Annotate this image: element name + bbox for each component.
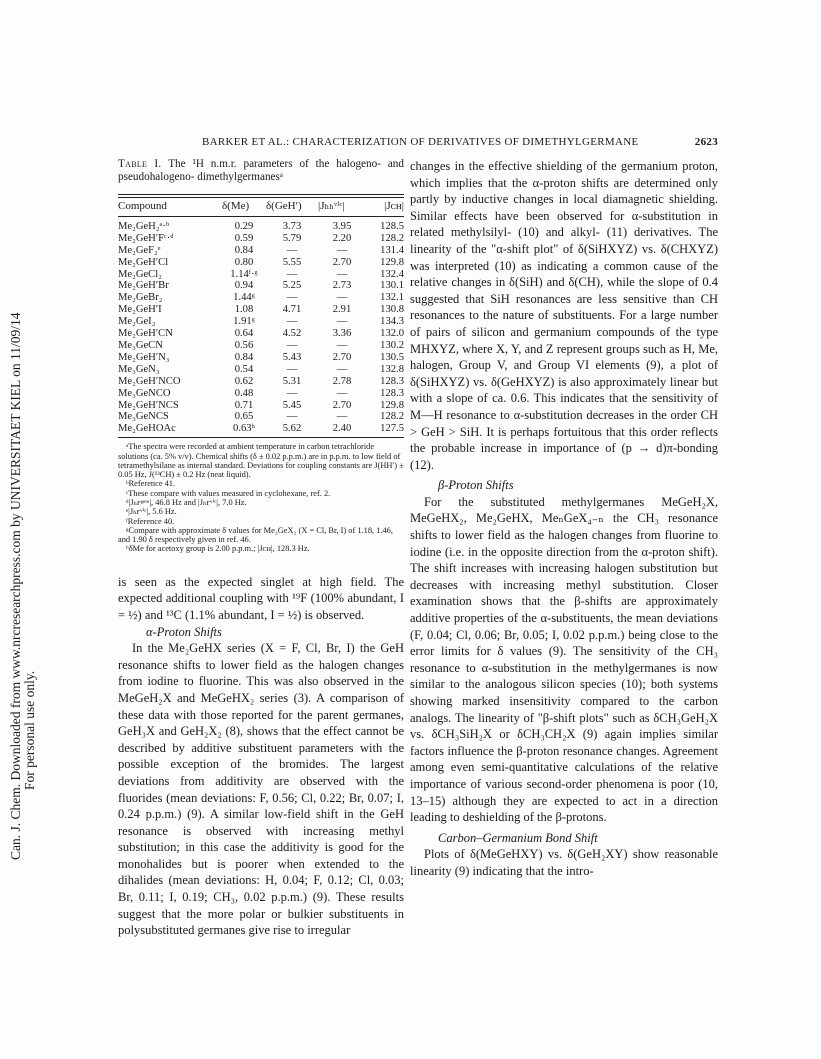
table-row [118, 400, 404, 412]
table-footnote: ᶠReference 40. [126, 516, 175, 526]
table-row [118, 411, 404, 423]
cell-delta-geh: 4.52 [282, 328, 302, 340]
col-header-jhh: |Jₕₕᵛⁱᶜ| [318, 198, 366, 217]
cell-jch: 128.3 [380, 387, 404, 399]
cell-jch: 134.3 [380, 316, 404, 328]
table-row [118, 316, 404, 328]
cell-jhh: — [336, 387, 348, 399]
cell-delta-geh: — [286, 244, 298, 256]
cell-delta-me: 0.71 [234, 399, 254, 411]
cell-delta-me: 1.08 [234, 304, 254, 316]
cell-delta-me: 0.54 [234, 363, 254, 375]
cell-jhh: — [336, 316, 348, 328]
download-notice: Can. J. Chem. Downloaded from www.nrcresearchpress.com by UNIVERSITAET KIEL on 11/09/14 [8, 312, 23, 860]
section-heading-alpha: α-Proton Shifts [146, 624, 222, 639]
table-row [118, 340, 404, 352]
cell-compound: Me₂GeF₂ᵉ [118, 244, 161, 256]
cell-compound: Me₂GeHOAc [118, 423, 222, 437]
right-column [410, 158, 718, 880]
cell-delta-me: 0.84 [234, 351, 254, 363]
table-row [118, 376, 404, 388]
cell-jch: 131.4 [380, 244, 404, 256]
cell-compound: Me₂GeH′CN [118, 328, 173, 340]
table-footnote: ᶜThese compare with values measured in cyclohexane, ref. 2. [126, 488, 331, 498]
cell-compound: Me₂GeH′I [118, 304, 162, 316]
download-watermark [6, 210, 37, 860]
paragraph: For the substituted methylgermanes MeGeH₂X, MeGeHX₂, Me₂GeHX, MeₙGeX₄₋ₙ the CH₃ resonance shifts to lower field as the halogen changes from fluorine to iodine (i.e. in the opposite direction from the α-proton shift). The shift increases with increasing halogen substitution but decreases with increasing methyl substitution. Closer examination shows that the β-shifts are approximately additive properties of the α-substituents, the mean deviations (F, 0.04; Cl, 0.06; Br, 0.05; I, 0.02 p.p.m.) being close to the error limits for δ values (9). The sensitivity of the CH₃ resonance to α-substitution in the methylgermanes is now similar to the analogous silicon species (10); both systems showing marked insensitivity compared to the carbon analogs. The linearity of "β-shift plots" such as δCH₃GeH₂X vs. δCH₃SiH₂X or δCH₃CH₂X (9) again implies similar factors influence the β-proton resonance changes. Agreement among even semi-quantitative calculations of the relative importance of various second-order phenomena is poor (10, 13–15) although they are expected to act in a direction leading to deshielding of the β-protons. [410, 494, 718, 825]
table-footnote: ʰδMe for acetoxy group is 2.00 p.p.m.; |Jᴄʜ|, 128.3 Hz. [126, 544, 310, 554]
cell-compound: Me₂GeBr₂ [118, 292, 163, 304]
cell-jhh: — [336, 292, 348, 304]
cell-jch: 128.5 [380, 220, 404, 232]
cell-delta-me: 0.29 [234, 220, 254, 232]
col-header-delta-geh: δ(GeH′) [266, 198, 318, 217]
nmr-parameters-table [118, 194, 404, 438]
cell-compound: Me₃GeNCO [118, 387, 171, 399]
table-footnote: ᵇReference 41. [126, 479, 176, 489]
col-header-compound: Compound [118, 198, 222, 217]
table-row [118, 328, 404, 340]
cell-jch: 132.4 [380, 268, 404, 280]
table-row [118, 257, 404, 269]
cell-jch: 130.8 [380, 304, 404, 316]
cell-compound: Me₂GeH′NCO [118, 375, 181, 387]
cell-jhh: 2.40 [318, 423, 366, 437]
cell-jch: 132.1 [380, 292, 404, 304]
cell-delta-geh: 5.45 [282, 399, 302, 411]
cell-delta-me: 0.56 [234, 339, 254, 351]
cell-jch: 129.8 [380, 399, 404, 411]
cell-jhh: 2.91 [332, 304, 352, 316]
cell-compound: Me₂GeH₂ᵃ·ᵇ [118, 220, 170, 232]
running-header [118, 136, 718, 152]
cell-jch: 130.5 [380, 351, 404, 363]
cell-compound: Me₂GeH′Cl [118, 256, 169, 268]
cell-compound: Me₂GeH′N₃ [118, 351, 170, 363]
cell-jhh: — [336, 339, 348, 351]
table-footnote: ᵈ|Jₕғᵍᵉᵐ|, 46.8 Hz and |Jₕғᵛⁱᶜ|, 7.0 Hz. [126, 498, 247, 507]
table-row [118, 292, 404, 304]
cell-delta-geh: — [286, 339, 298, 351]
cell-jhh: 3.36 [332, 328, 352, 340]
cell-delta-geh: 5.55 [282, 256, 302, 268]
table-caption [118, 158, 404, 184]
cell-jhh: — [336, 244, 348, 256]
cell-jhh: 2.73 [332, 280, 352, 292]
cell-delta-me: 0.94 [234, 280, 254, 292]
table-footnote: ᵍCompare with approximate δ values for Me₂GeX₂ (X = Cl, Br, I) of 1.18, 1.46, and 1.90 δ respectively given in ref. 46. [118, 525, 393, 545]
cell-delta-geh: 5.62 [266, 423, 318, 437]
cell-delta-me: 0.59 [234, 232, 254, 244]
table-row [118, 269, 404, 281]
section-heading-carbon-germanium: Carbon–Germanium Bond Shift [438, 830, 598, 845]
table-header-row [118, 198, 404, 217]
running-title: BARKER ET AL.: CHARACTERIZATION OF DERIVATIVES OF DIMETHYLGERMANE [202, 136, 639, 148]
table-footnote: ᵉ|Jₕғᵛⁱᶜ|, 5.6 Hz. [126, 507, 177, 517]
cell-delta-geh: — [286, 411, 298, 423]
cell-jhh: 2.70 [332, 256, 352, 268]
cell-delta-geh: 5.25 [282, 280, 302, 292]
page-number: 2623 [694, 136, 718, 148]
cell-delta-me: 0.63ʰ [222, 423, 266, 437]
cell-jch: 127.5 [366, 423, 404, 437]
table-row [118, 423, 404, 437]
cell-compound: Me₂GeH′NCS [118, 399, 179, 411]
cell-delta-me: 1.91ᵍ [233, 316, 255, 328]
table-row [118, 216, 404, 232]
cell-delta-geh: 5.43 [282, 351, 302, 363]
cell-jhh: 2.78 [332, 375, 352, 387]
cell-jch: 130.1 [380, 280, 404, 292]
cell-jhh: — [336, 411, 348, 423]
cell-delta-me: 1.14ᶠ·ᵍ [230, 268, 258, 280]
right-body-text [410, 158, 718, 880]
cell-delta-geh: 5.31 [282, 375, 302, 387]
cell-delta-me: 0.65 [234, 411, 254, 423]
left-body-text [118, 574, 404, 939]
table-row [118, 280, 404, 292]
cell-jch: 129.8 [380, 256, 404, 268]
cell-compound: Me₂GeH′Fᶜ·ᵈ [118, 232, 174, 244]
paragraph: In the Me₂GeHX series (X = F, Cl, Br, I) the GeH resonance shifts to lower field as the halogen changes from iodine to fluorine. This was also observed in the MeGeH₂X and MeGeHX₂ series (3). A comparison of these data with those reported for the parent germanes, GeH₃X and GeH₂X₂ (8), shows that the effect cannot be described by additive substituent parameters with the possible exception of the bromides. The largest deviations from additivity are observed with the fluorides (mean deviations: F, 0.56; Cl, 0.22; Br, 0.07; I, 0.24 p.p.m.) (9). A similar low-field shift in the GeH resonance is observed with increasing methyl substitution; in this case the additivity is good for the monohalides but is poorer when extended to the dihalides (mean deviations: H, 0.04; F, 0.12; Cl, 0.03; Br, 0.11; I, 0.19; CH₃, 0.02 p.p.m.) (9). These results suggest that the more polar or bulkier substituents in polysubstituted germanes give rise to irregular [118, 641, 404, 938]
cell-delta-geh: — [286, 363, 298, 375]
paragraph: Plots of δ(MeGeHXY) vs. δ(GeH₂XY) show reasonable linearity (9) indicating that the intro- [410, 847, 718, 878]
cell-delta-geh: — [286, 292, 298, 304]
personal-use-notice: For personal use only. [22, 670, 37, 790]
table-row [118, 245, 404, 257]
cell-jch: 128.3 [380, 375, 404, 387]
table-row [118, 304, 404, 316]
cell-compound: Me₂GeCl₂ [118, 268, 162, 280]
col-header-jch: |Jᴄʜ| [366, 198, 404, 217]
cell-jch: 128.2 [380, 411, 404, 423]
cell-delta-me: 0.64 [234, 328, 254, 340]
cell-delta-me: 0.62 [234, 375, 254, 387]
cell-delta-geh: — [286, 316, 298, 328]
cell-jhh: 2.70 [332, 399, 352, 411]
table-label: Table I. [118, 158, 162, 170]
section-heading-beta: β-Proton Shifts [438, 478, 514, 493]
paragraph: is seen as the expected singlet at high field. The expected additional coupling with ¹⁹F (100% abundant, I = ½) and ¹³C (1.1% abundant, I = ½) is observed. [118, 574, 404, 622]
cell-compound: Me₂GeI₂ [118, 316, 156, 328]
cell-delta-geh: 4.71 [282, 304, 302, 316]
cell-jhh: — [336, 363, 348, 375]
cell-jch: 128.2 [380, 232, 404, 244]
cell-jhh: 2.70 [332, 351, 352, 363]
cell-jch: 132.8 [380, 363, 404, 375]
cell-delta-geh: 5.79 [282, 232, 302, 244]
cell-delta-me: 0.80 [234, 256, 254, 268]
cell-jhh: 2.20 [332, 232, 352, 244]
cell-jch: 130.2 [380, 339, 404, 351]
table-row [118, 352, 404, 364]
cell-compound: Me₃GeNCS [118, 411, 169, 423]
table-footnote: ᵃThe spectra were recorded at ambient temperature in carbon tetrachloride solutions (ca. 5% v/v). Chemical shifts (δ ± 0.02 p.p.m.) are in p.p.m. to low field of tetramethylsilane as internal standard. Deviations for coupling constants are J(HH′) ± 0.05 Hz, J(¹³CH) ± 0.2 Hz (neat liquid). [118, 442, 404, 480]
table-row [118, 364, 404, 376]
left-column [118, 158, 404, 939]
table-row [118, 388, 404, 400]
cell-compound: Me₃GeCN [118, 339, 163, 351]
table-body [118, 216, 404, 437]
cell-delta-me: 0.48 [234, 387, 254, 399]
cell-jch: 132.0 [380, 328, 404, 340]
cell-delta-geh: 3.73 [282, 220, 302, 232]
cell-delta-geh: — [286, 387, 298, 399]
table-row [118, 233, 404, 245]
col-header-delta-me: δ(Me) [222, 198, 266, 217]
paragraph: changes in the effective shielding of the germanium proton, which implies that the α-proton shifts are determined only partly by inductive changes in local diamagnetic shielding. Similar effects have been observed for α-substitution in related methylsilyl- (10) and alkyl- (11) derivatives. The linearity of the "α-shift plot" of δ(SiHXYZ) vs. δ(CHXYZ) was interpreted (10) as indicating a common cause of the relative changes in δ(SiH) and δ(CH), while the slope of 0.4 suggested that SiH resonances are less sensitive than CH resonances to the nature of substituents. For a large number of pairs of silicon and germanium compounds of the type MHXYZ, where X, Y, and Z represent groups such as H, Me, halogen, Group V, and Group VI elements (9), a plot of δ(SiHXYZ) vs. δ(GeHXYZ) is also approximately linear but with a slope of ca. 0.6. This indicates that the sensitivity of M—H resonance to α-substitution decreases in the order CH > GeH > SiH. It is perhaps fortuitous that this order reflects the probable increase in importance of (p → d)π-bonding (12). [410, 159, 718, 472]
cell-compound: Me₃GeN₃ [118, 363, 160, 375]
table-caption-text: The ¹H n.m.r. parameters of the halogeno- and pseudohalogeno- dimethylgermanesᵃ [118, 158, 404, 183]
cell-delta-me: 1.44ᵍ [233, 292, 255, 304]
cell-delta-geh: — [286, 268, 298, 280]
cell-jhh: — [336, 268, 348, 280]
table-footnotes [118, 442, 404, 554]
cell-jhh: 3.95 [332, 220, 352, 232]
cell-compound: Me₂GeH′Br [118, 280, 169, 292]
cell-delta-me: 0.84 [234, 244, 254, 256]
